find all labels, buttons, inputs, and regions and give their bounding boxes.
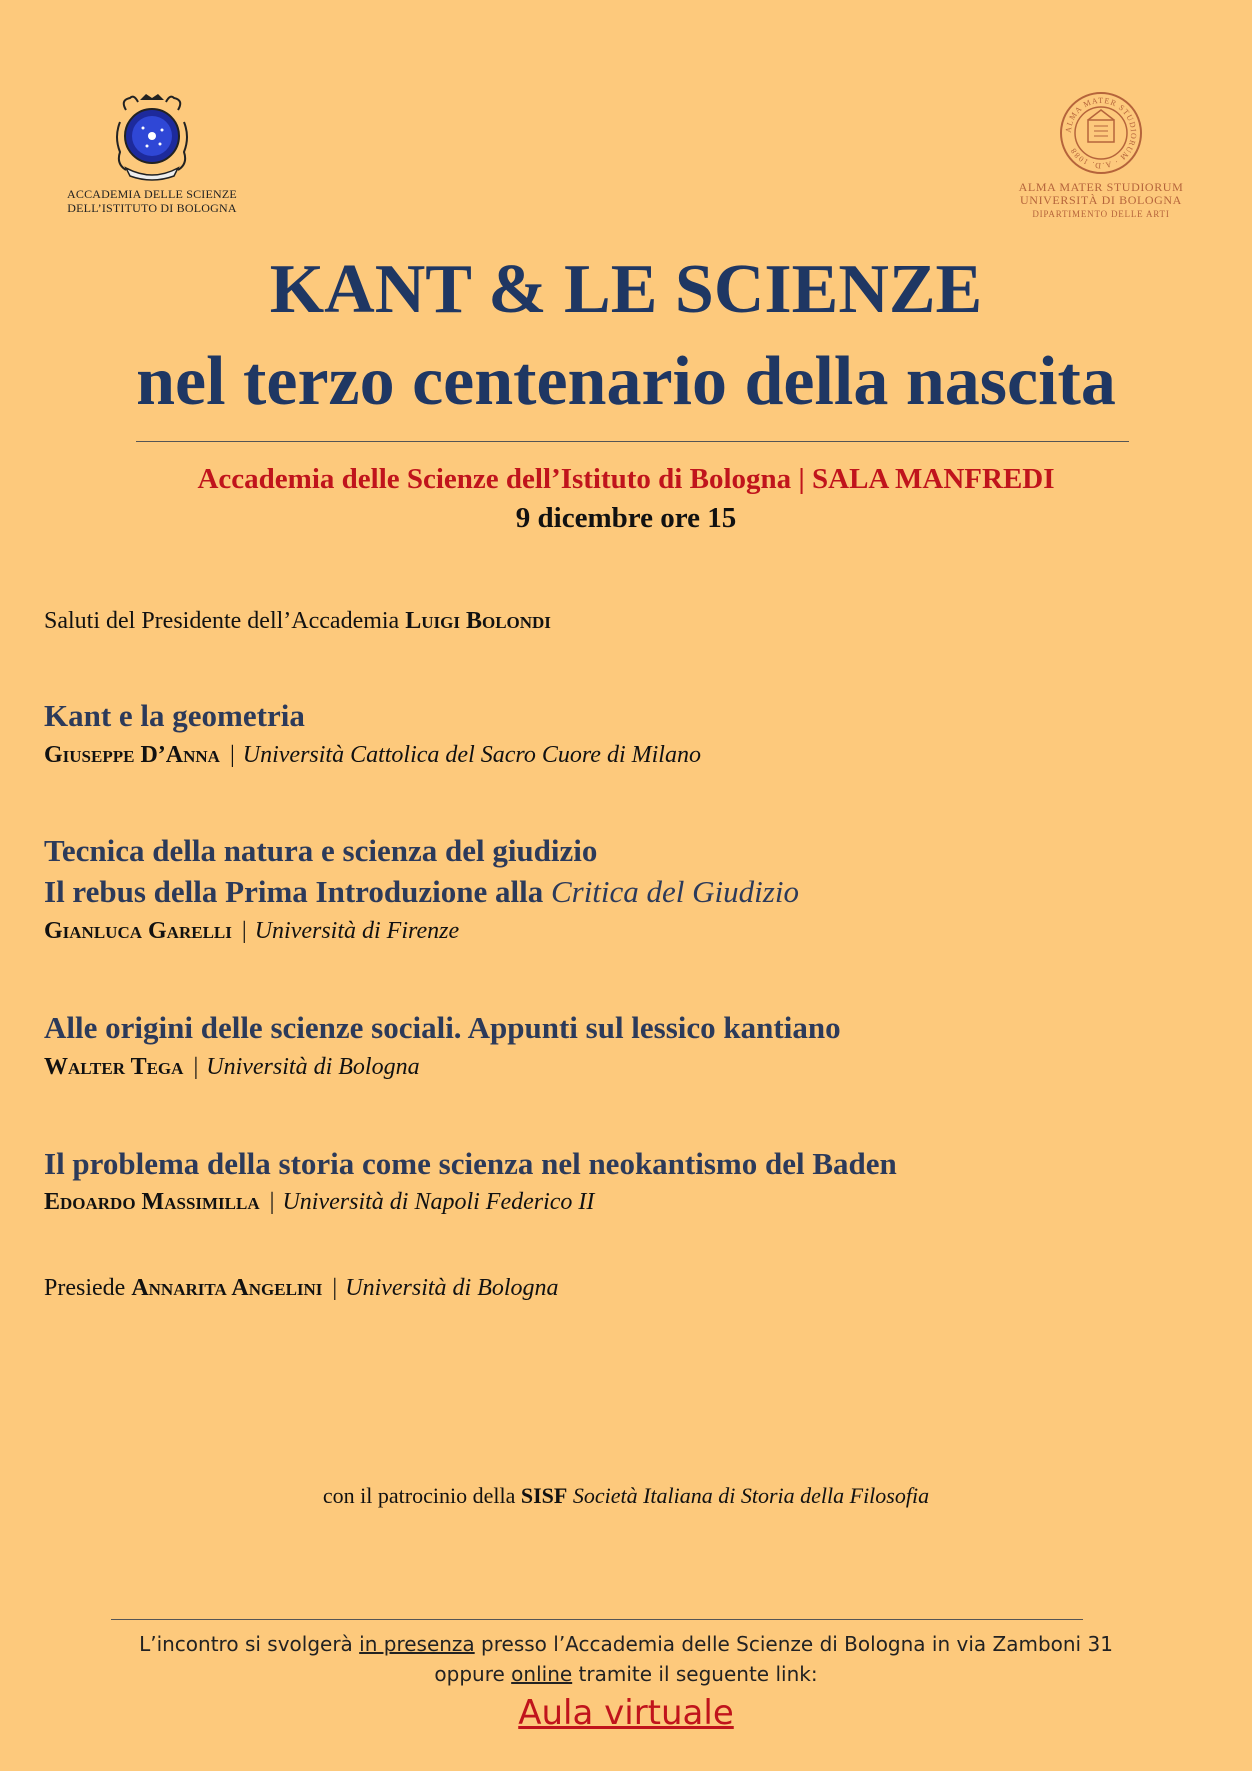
separator: | xyxy=(332,1275,338,1301)
talk-title: Alle origini delle scienze sociali. Appunti sul lessico kantiano xyxy=(44,1010,841,1045)
venue-line: Accademia delle Scienze dell’Istituto di Bologna | SALA MANFREDI xyxy=(197,463,1055,495)
talk-speaker-line xyxy=(44,1187,594,1217)
chair-label: Presiede xyxy=(44,1275,126,1301)
talk-title-line-2 xyxy=(44,872,799,912)
footer-divider xyxy=(111,1619,1083,1620)
accademia-logo xyxy=(62,92,242,215)
speaker-name: Gianluca Garelli xyxy=(44,918,232,944)
chair-line xyxy=(44,1273,559,1303)
footer-text: L’incontro si svolgerà xyxy=(139,1632,360,1656)
footer-line-2 xyxy=(0,1660,1252,1688)
talk-title-work: Critica del Giudizio xyxy=(550,874,799,909)
footer-line-1 xyxy=(0,1630,1252,1658)
unibo-logo-caption-3: DIPARTIMENTO DELLE ARTI xyxy=(1032,209,1170,219)
patronage-line xyxy=(0,1482,1252,1510)
speaker-name: Giuseppe D’Anna xyxy=(44,742,220,768)
footer-text: presso l’Accademia delle Scienze di Bologna in via Zamboni 31 xyxy=(474,1632,1113,1656)
accademia-logo-caption-2: DELL’ISTITUTO DI BOLOGNA xyxy=(67,201,237,215)
separator: | xyxy=(241,918,247,944)
chair-name: Annarita Angelini xyxy=(131,1275,323,1301)
footer-text: oppure xyxy=(434,1662,512,1686)
speaker-affiliation: Università di Napoli Federico II xyxy=(282,1189,595,1215)
speaker-name: Edoardo Massimilla xyxy=(44,1189,260,1215)
in-presenza-text: in presenza xyxy=(359,1632,475,1656)
unibo-logo xyxy=(1008,90,1194,221)
separator: | xyxy=(229,742,235,768)
speaker-affiliation: Università di Bologna xyxy=(206,1054,420,1080)
page-subtitle: nel terzo centenario della nascita xyxy=(136,343,1116,420)
accademia-logo-caption-1: ACCADEMIA DELLE SCIENZE xyxy=(67,187,237,201)
aula-virtuale-container xyxy=(0,1692,1252,1734)
unibo-seal-text: ALMA MATER STUDIORUM · A.D. 1088 xyxy=(1063,95,1139,171)
page-title: KANT & LE SCIENZE xyxy=(269,251,983,328)
speaker-affiliation: Università Cattolica del Sacro Cuore di Milano xyxy=(242,742,701,768)
talk-speaker-line xyxy=(44,740,701,770)
greeting-name: Luigi Bolondi xyxy=(405,608,551,634)
accademia-crest-icon xyxy=(112,92,192,182)
event-date: 9 dicembre ore 15 xyxy=(515,502,737,534)
separator: | xyxy=(193,1054,199,1080)
talk-speaker-line xyxy=(44,1052,420,1082)
online-text: online xyxy=(511,1662,573,1686)
talk-title: Tecnica della natura e scienza del giudizio xyxy=(44,833,598,868)
speaker-name: Walter Tega xyxy=(44,1054,184,1080)
talk-title: Il problema della storia come scienza nel neokantismo del Baden xyxy=(44,1146,897,1181)
patronage-society: Società Italiana di Storia della Filosofia xyxy=(572,1483,930,1508)
talk-title-part: Il rebus della Prima Introduzione alla xyxy=(44,874,551,909)
unibo-logo-caption-1: ALMA MATER STUDIORUM xyxy=(1018,180,1184,194)
unibo-seal-icon xyxy=(1058,90,1144,176)
divider xyxy=(136,441,1129,442)
greeting-line xyxy=(44,606,551,636)
patronage-acronym: SISF xyxy=(520,1483,568,1508)
separator: | xyxy=(269,1189,275,1215)
talk-title: Kant e la geometria xyxy=(44,698,305,733)
greeting-text: Saluti del Presidente dell’Accademia xyxy=(44,608,400,634)
footer-text: tramite il seguente link: xyxy=(572,1662,818,1686)
speaker-affiliation: Università di Firenze xyxy=(254,918,460,944)
unibo-logo-caption-2: UNIVERSITÀ DI BOLOGNA xyxy=(1020,193,1182,207)
talk-speaker-line xyxy=(44,916,459,946)
chair-affiliation: Università di Bologna xyxy=(345,1275,559,1301)
aula-virtuale-link[interactable]: Aula virtuale xyxy=(518,1693,734,1733)
patronage-prefix: con il patrocinio della xyxy=(322,1483,516,1508)
